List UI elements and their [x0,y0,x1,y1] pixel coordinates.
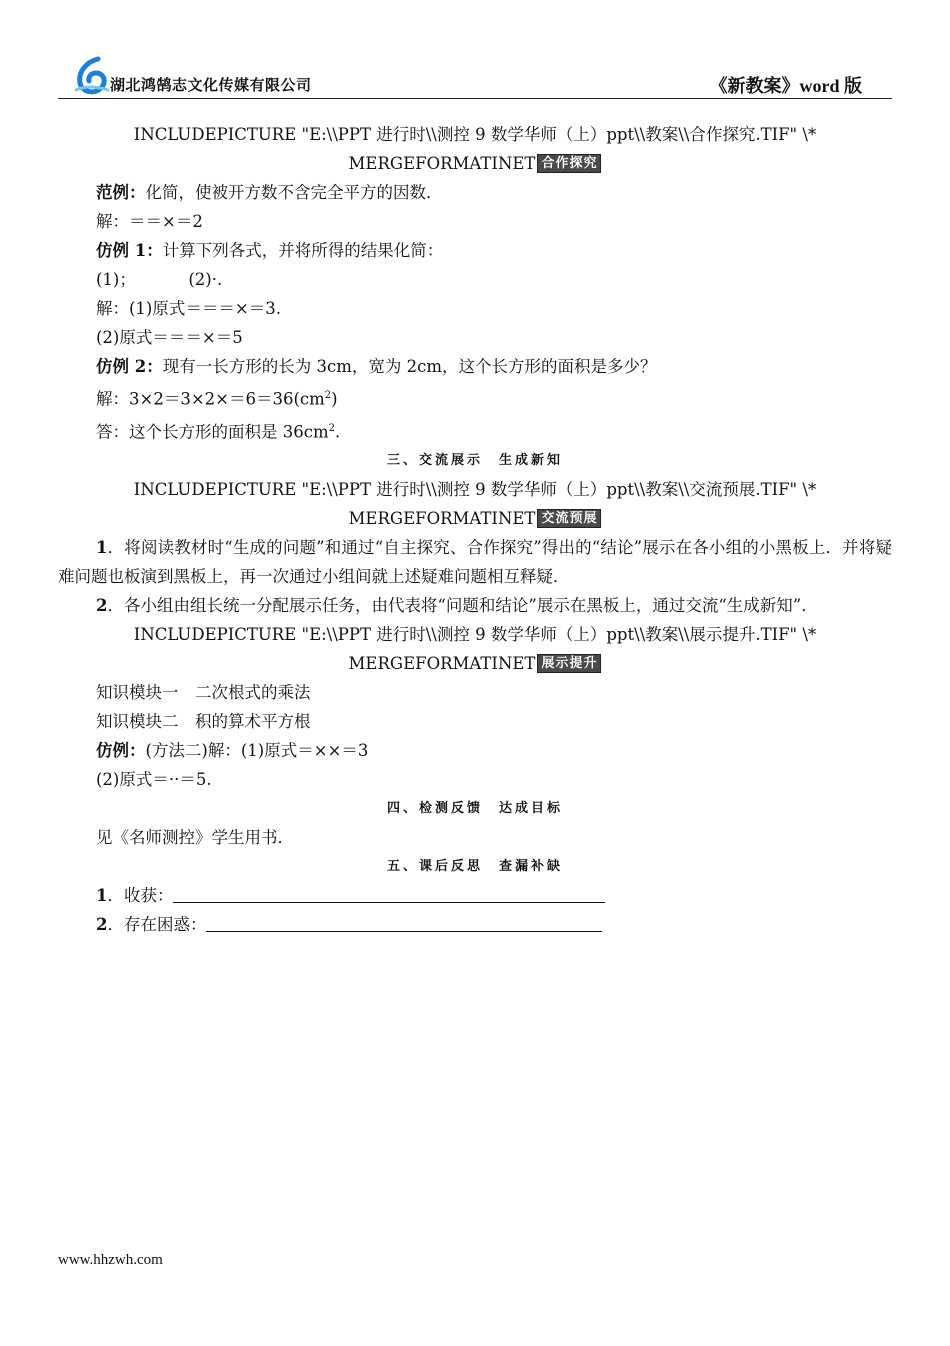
answer-blank[interactable] [173,884,605,903]
solution-line: 解：(1)原式＝＝＝×＝3. [96,299,281,318]
solution-line: (2)原式＝＝＝×＝5 [96,328,243,347]
include-field-line: MERGEFORMATINET 展示提升 [58,649,892,678]
solution-line: 解：＝＝×＝2 [96,212,203,231]
step-paragraph: 1．将阅读教材时“生成的问题”和通过“自主探究、合作探究”得出的“结论”展示在各小组的小黑板上．并将疑难问题也板演到黑板上，再一次通过小组间就上述疑难问题相互释疑． [58,538,892,586]
reference-line: 见《名师测控》学生用书． [96,828,294,847]
solution-line: (2)原式＝··＝5. [96,770,212,789]
solution-line: 解：$3\times 2=3\times 2\times=6=36(cm^2)$ [96,389,338,409]
practice-line: 仿例 2：现有一长方形的长为 3cm，宽为 2cm，这个长方形的面积是多少？ [96,357,657,376]
reflection-line: 1．收获： [58,881,892,910]
include-field-line: INCLUDEPICTURE "E:\\PPT 进行时\\测控 9 数学华师（上）ppt\\教案\\展示提升.TIF" \* [133,625,817,644]
company-name: 湖北鸿鹄志文化传媒有限公司 [110,76,312,94]
include-field-line: INCLUDEPICTURE "E:\\PPT 进行时\\测控 9 数学华师（上）ppt\\教案\\交流预展.TIF" \* [133,480,817,499]
module-line: 知识模块二 积的算术平方根 [96,712,311,731]
example-line: 范例：化简，使被开方数不含完全平方的因数． [96,183,443,202]
include-field-line: MERGEFORMATINET 合作探究 [58,149,892,178]
brand-title: 《新教案》word 版 [709,76,862,96]
section-heading: 四、检测反馈 达成目标 [386,801,563,816]
module-line: 知识模块一 二次根式的乘法 [96,683,311,702]
include-field-line: MERGEFORMATINET 交流预展 [58,504,892,533]
section-badge: 交流预展 [537,509,601,528]
reflection-line: 2．存在困惑： [58,910,892,939]
step-paragraph: 2．各小组由组长统一分配展示任务，由代表将“问题和结论”展示在黑板上，通过交流“生成新知”． [96,596,818,615]
section-badge: 展示提升 [537,654,601,673]
practice-items: (1)； (2)·. [96,270,223,289]
document-body [58,120,892,939]
practice-line: 仿例：(方法二)解：(1)原式＝××＝3 [96,741,369,760]
practice-line: 仿例 1：计算下列各式，并将所得的结果化简： [96,241,444,260]
answer-line: 答：这个长方形的面积是 $36cm^2$. [96,422,341,441]
include-field-line: INCLUDEPICTURE "E:\\PPT 进行时\\测控 9 数学华师（上）ppt\\教案\\合作探究.TIF" \* [133,125,817,144]
answer-blank[interactable] [206,913,602,932]
section-badge: 合作探究 [537,154,601,173]
footer-url[interactable]: www.hhzwh.com [58,1252,163,1268]
page-header [58,56,892,99]
section-heading: 五、课后反思 查漏补缺 [386,859,563,874]
company-logo-icon [72,56,112,96]
section-heading: 三、交流展示 生成新知 [386,453,563,468]
